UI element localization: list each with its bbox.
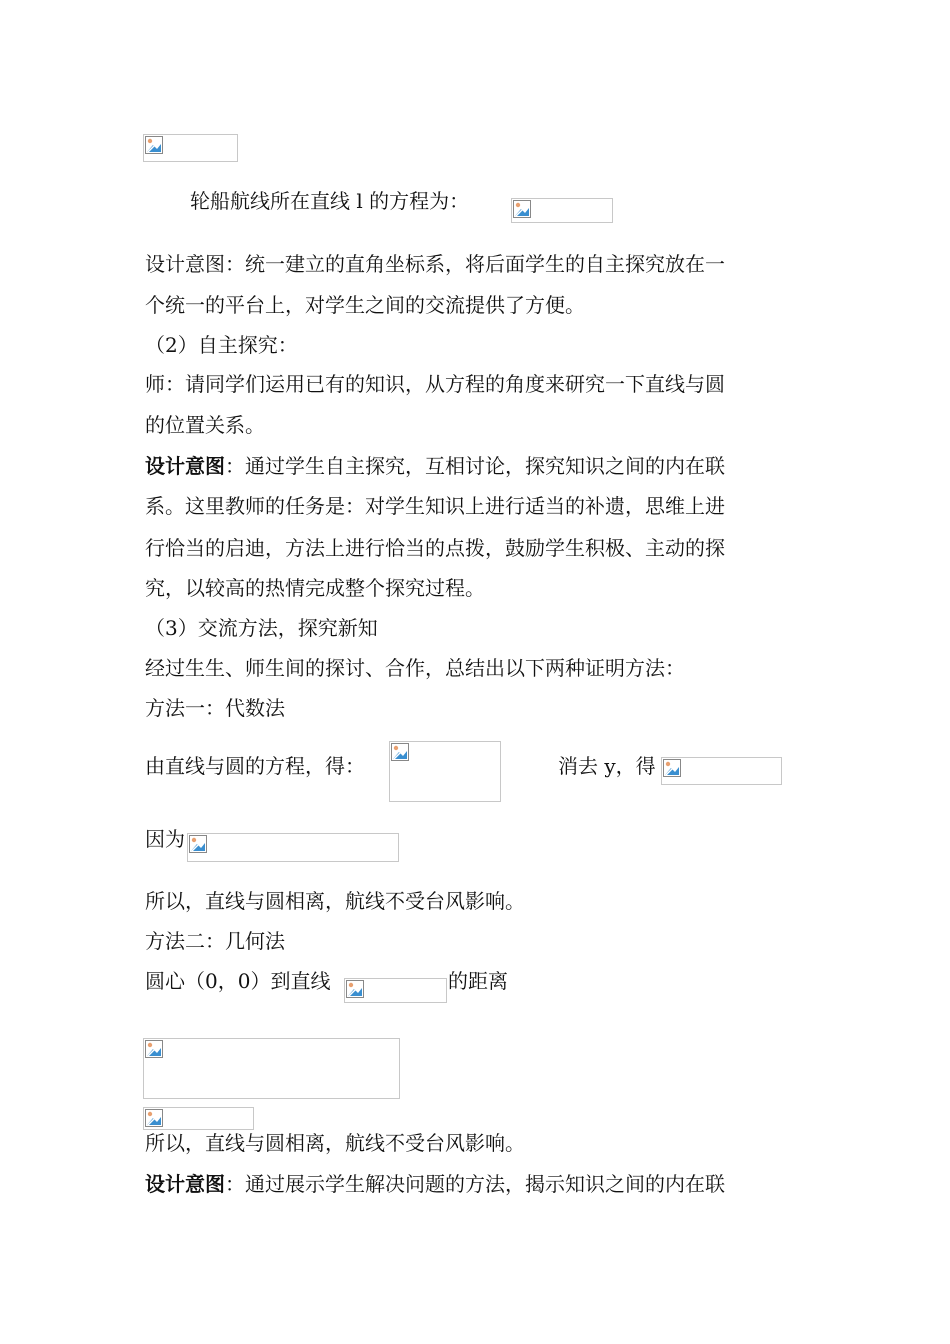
text: 所以，直线与圆相离，航线不受台风影响。	[145, 1131, 525, 1155]
text: 轮船航线所在直线 l 的方程为：	[190, 189, 470, 213]
text: 所以，直线与圆相离，航线不受台风影响。	[145, 889, 525, 913]
formula-image-discriminant	[187, 833, 399, 862]
formula-image-eliminate	[661, 757, 782, 785]
paragraph-line	[145, 826, 185, 852]
broken-image-icon	[145, 1040, 163, 1058]
paragraph-line	[145, 412, 265, 438]
text: 经过生生、师生间的探讨、合作，总结出以下两种证明方法：	[145, 656, 685, 680]
text: 究，以较高的热情完成整个探究过程。	[145, 576, 485, 600]
paragraph-line	[145, 753, 365, 779]
broken-image-icon	[663, 759, 681, 777]
paragraph-line	[558, 753, 656, 779]
paragraph-line	[145, 1130, 525, 1156]
paragraph-line	[145, 535, 725, 561]
paragraph-line	[145, 493, 725, 519]
text: 行恰当的启迪，方法上进行恰当的点拨，鼓励学生积极、主动的探	[145, 536, 725, 560]
text: ：通过学生自主探究，互相讨论，探究知识之间的内在联	[225, 454, 725, 478]
paragraph-line	[145, 575, 485, 601]
text: （2）自主探究：	[145, 333, 298, 357]
text: 师：请同学们运用已有的知识，从方程的角度来研究一下直线与圆	[145, 372, 725, 396]
broken-image-icon	[145, 1109, 163, 1127]
text: 圆心（0，0）到直线	[145, 969, 331, 993]
text: 系。这里教师的任务是：对学生知识上进行适当的补遗，思维上进	[145, 494, 725, 518]
section-heading	[145, 615, 378, 641]
broken-image-icon	[145, 136, 163, 154]
paragraph-line	[145, 888, 525, 914]
formula-image-line-equation	[511, 198, 613, 223]
method-heading	[145, 695, 285, 721]
paragraph-line	[145, 655, 685, 681]
paragraph-line	[145, 1171, 725, 1197]
formula-image-system	[389, 741, 501, 802]
text: 消去 y，得	[558, 754, 656, 778]
formula-image-1	[143, 134, 238, 162]
paragraph-line	[145, 251, 725, 277]
paragraph-line	[145, 371, 725, 397]
text: 因为	[145, 827, 185, 851]
text: 的距离	[448, 969, 508, 993]
paragraph-line-equation	[190, 188, 469, 214]
text: 的位置关系。	[145, 413, 265, 437]
method-heading	[145, 928, 285, 954]
paragraph-line	[145, 968, 330, 994]
formula-image-distance	[143, 1038, 400, 1099]
formula-image-compare	[143, 1107, 254, 1130]
broken-image-icon	[189, 835, 207, 853]
text: 个统一的平台上，对学生之间的交流提供了方便。	[145, 293, 585, 317]
section-heading	[145, 332, 298, 358]
broken-image-icon	[391, 743, 409, 761]
text: ：通过展示学生解决问题的方法，揭示知识之间的内在联	[225, 1172, 725, 1196]
design-intent-label: 设计意图	[145, 454, 225, 478]
text: 方法一：代数法	[145, 696, 285, 720]
design-intent-label: 设计意图	[145, 1172, 225, 1196]
broken-image-icon	[346, 980, 364, 998]
text: 方法二：几何法	[145, 929, 285, 953]
paragraph-line	[145, 453, 725, 479]
broken-image-icon	[513, 200, 531, 218]
text: 设计意图：统一建立的直角坐标系，将后面学生的自主探究放在一	[145, 252, 725, 276]
paragraph-line	[145, 292, 585, 318]
text: （3）交流方法，探究新知	[145, 616, 378, 640]
formula-image-line	[344, 978, 447, 1003]
paragraph-line	[448, 968, 508, 994]
text: 由直线与圆的方程，得：	[145, 754, 365, 778]
